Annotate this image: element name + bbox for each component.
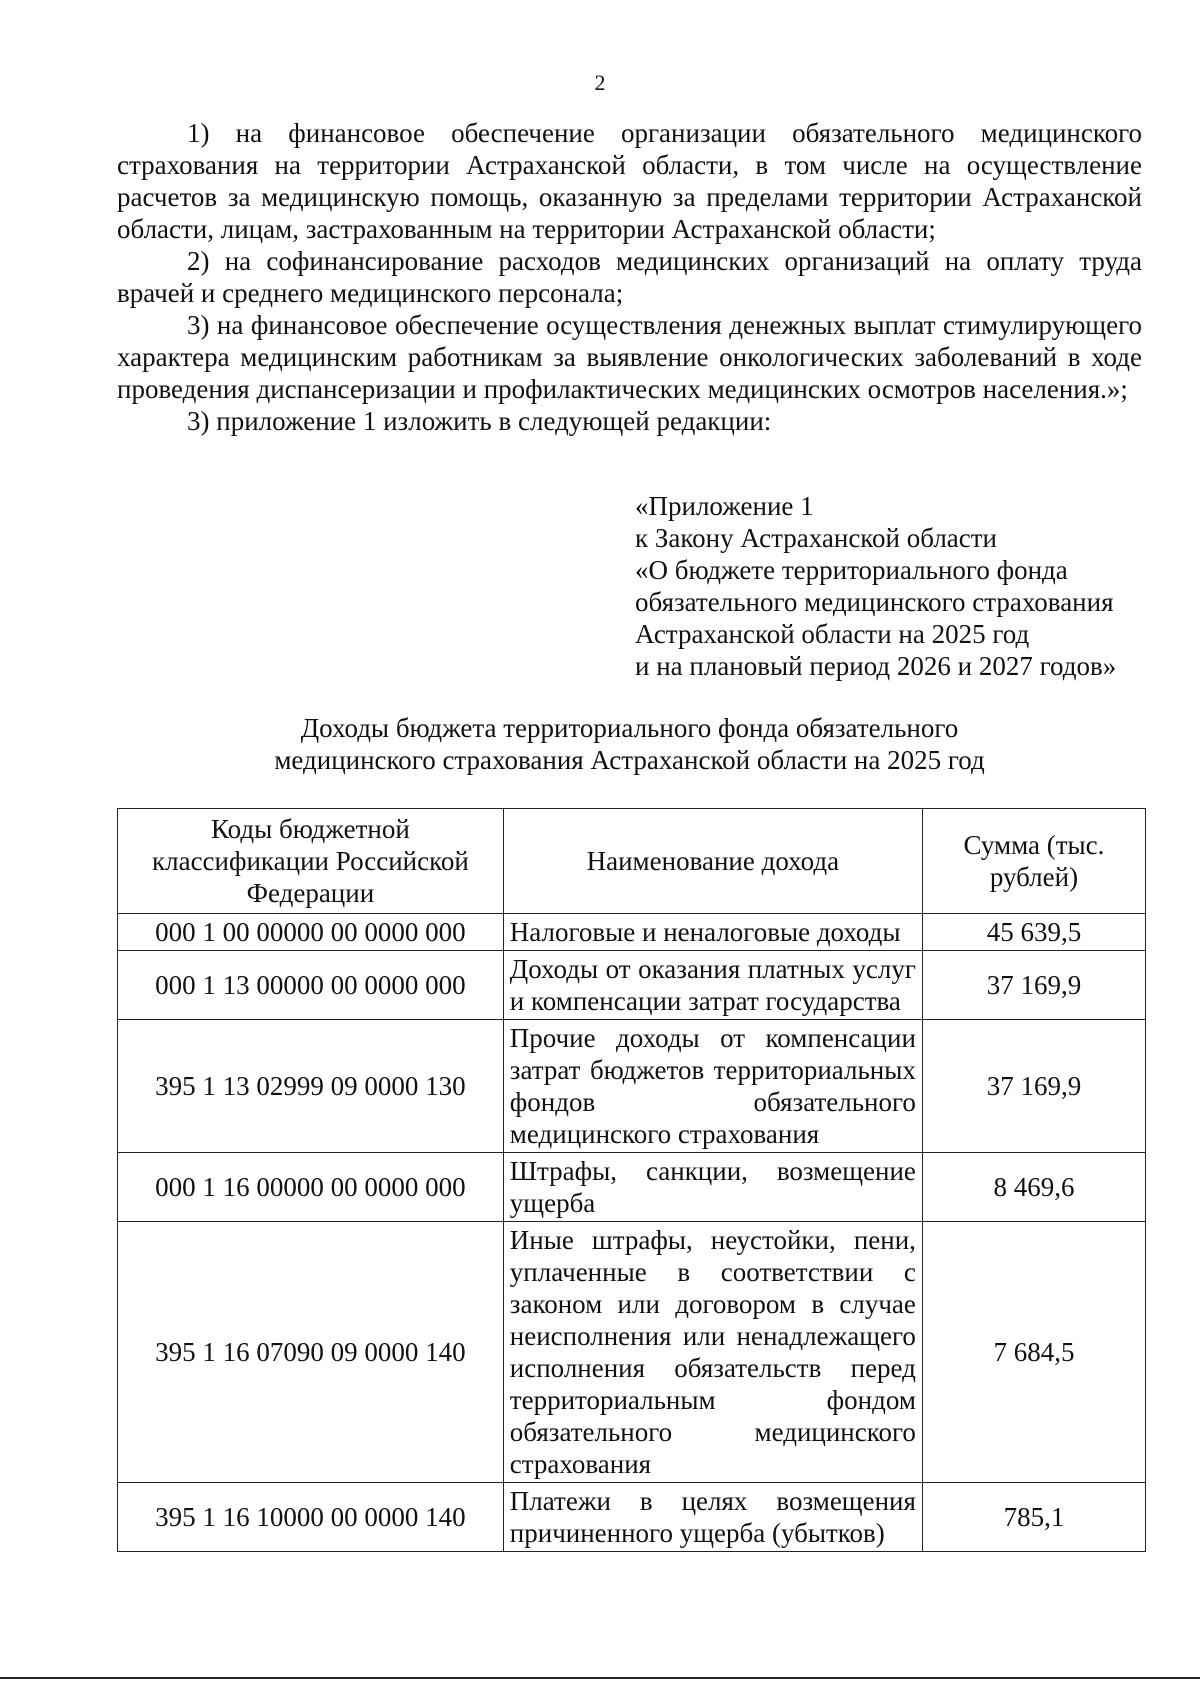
table-row <box>118 1483 1146 1552</box>
row-code: 395 1 13 02999 09 0000 130 <box>118 1020 504 1153</box>
header-name: Наименование дохода <box>503 809 922 914</box>
appendix-header <box>635 490 1116 682</box>
row-sum: 785,1 <box>922 1483 1145 1552</box>
row-sum: 8 469,6 <box>922 1153 1145 1222</box>
header-sum: Сумма (тыс. рублей) <box>922 809 1145 914</box>
row-name: Платежи в целях возмещения причиненного ущерба (убытков) <box>503 1483 922 1552</box>
appendix-line: «О бюджете территориального фонда <box>635 555 1068 585</box>
paragraph-4: 3) приложение 1 изложить в следующей редакции: <box>187 406 772 436</box>
row-code: 000 1 00 00000 00 0000 000 <box>118 914 504 951</box>
table-title <box>117 712 1142 776</box>
table-title-line: Доходы бюджета территориального фонда обязательного <box>300 713 959 743</box>
table-row <box>118 951 1146 1020</box>
table-row <box>118 1222 1146 1483</box>
paragraph-1: 1) на финансовое обеспечение организации обязательного медицинского страхования на территории Астраханской области, в том числе на осуществление расчетов за медицинскую помощь, оказанную за пределами территории Астраханской области, лицам, застрахованным на территории Астраханской области; <box>117 118 1142 244</box>
table-title-line: медицинского страхования Астраханской области на 2025 год <box>274 745 985 775</box>
row-name: Иные штрафы, неустойки, пени, уплаченные в соответствии с законом или договором в случае неисполнения или ненадлежащего исполнения обязательств перед территориальным фондом обязательного медицинского страхования <box>503 1222 922 1483</box>
page-number: 2 <box>594 70 606 95</box>
table-row <box>118 1020 1146 1153</box>
bottom-rule <box>0 1677 1200 1679</box>
table-row <box>118 1153 1146 1222</box>
appendix-line: и на плановый период 2026 и 2027 годов» <box>635 651 1117 681</box>
row-name: Налоговые и неналоговые доходы <box>503 914 922 951</box>
row-sum: 45 639,5 <box>922 914 1145 951</box>
appendix-line: обязательного медицинского страхования <box>635 587 1114 617</box>
row-name: Штрафы, санкции, возмещение ущерба <box>503 1153 922 1222</box>
row-code: 000 1 13 00000 00 0000 000 <box>118 951 504 1020</box>
header-code: Коды бюджетной классификации Российской Федерации <box>118 809 504 914</box>
row-sum: 37 169,9 <box>922 951 1145 1020</box>
row-code: 000 1 16 00000 00 0000 000 <box>118 1153 504 1222</box>
row-name: Доходы от оказания платных услуг и компенсации затрат государства <box>503 951 922 1020</box>
row-code: 395 1 16 07090 09 0000 140 <box>118 1222 504 1483</box>
table-header-row <box>118 809 1146 914</box>
row-code: 395 1 16 10000 00 0000 140 <box>118 1483 504 1552</box>
table-row <box>118 914 1146 951</box>
row-sum: 37 169,9 <box>922 1020 1145 1153</box>
paragraph-3: 3) на финансовое обеспечение осуществления денежных выплат стимулирующего характера медицинским работникам за выявление онкологических заболеваний в ходе проведения диспансеризации и профилактических медицинских осмотров населения.»; <box>117 310 1142 404</box>
row-name: Прочие доходы от компенсации затрат бюджетов территориальных фондов обязательного медицинского страхования <box>503 1020 922 1153</box>
paragraph-2: 2) на софинансирование расходов медицинских организаций на оплату труда врачей и среднего медицинского персонала; <box>117 246 1142 308</box>
income-table <box>117 808 1146 1552</box>
appendix-line: к Закону Астраханской области <box>635 523 998 553</box>
appendix-line: «Приложение 1 <box>635 491 814 521</box>
appendix-line: Астраханской области на 2025 год <box>635 619 1030 649</box>
row-sum: 7 684,5 <box>922 1222 1145 1483</box>
body-text <box>117 117 1142 437</box>
